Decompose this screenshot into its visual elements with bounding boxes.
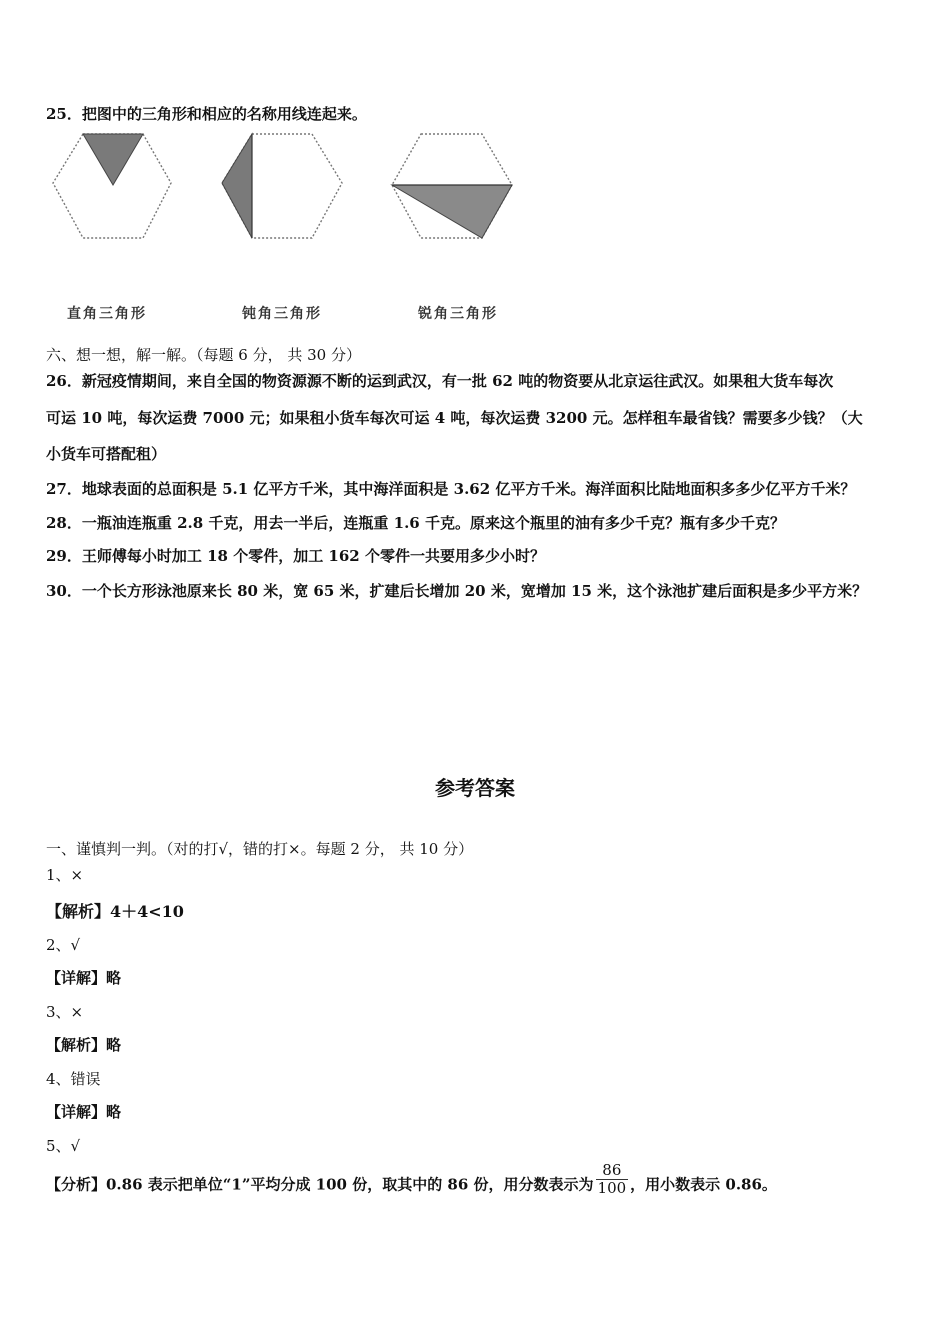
question-25: 25．把图中的三角形和相应的名称用线连起来。 xyxy=(46,105,367,123)
answer-2-detail: 【详解】略 xyxy=(46,969,122,987)
question-26-line3: 小货车可搭配租） xyxy=(46,445,167,463)
analysis-text-before: 【分析】0.86 表示把单位“1”平均分成 100 份，取其中的 86 份，用分数表示为 xyxy=(46,1175,594,1194)
question-27: 27．地球表面的总面积是 5.1 亿平方千米，其中海洋面积是 3.62 亿平方千米。海洋面积比陆地面积多多少亿平方千米？ xyxy=(46,480,856,498)
hexagon-3 xyxy=(392,134,512,238)
question-26-line1: 26．新冠疫情期间，来自全国的物资源源不断的运到武汉，有一批 62 吨的物资要从北京运往武汉。如果租大货车每次 xyxy=(46,372,834,390)
label-acute-triangle: 锐角三角形 xyxy=(418,306,498,322)
answer-2: 2、√ xyxy=(46,936,81,954)
answer-title: 参考答案 xyxy=(435,776,515,800)
hexagon-2 xyxy=(222,134,342,238)
label-right-triangle: 直角三角形 xyxy=(67,306,147,322)
question-30: 30．一个长方形泳池原来长 80 米，宽 65 米，扩建后长增加 20 米，宽增加 15 米，这个泳池扩建后面积是多少平方米？ xyxy=(46,582,868,600)
question-29: 29．王师傅每小时加工 18 个零件，加工 162 个零件一共要用多少小时？ xyxy=(46,547,545,565)
hexagon-figures xyxy=(40,125,530,250)
label-obtuse-triangle: 钝角三角形 xyxy=(242,306,322,322)
answer-5: 5、√ xyxy=(46,1137,81,1155)
answer-4-detail: 【详解】略 xyxy=(46,1103,122,1121)
question-28: 28．一瓶油连瓶重 2.8 千克，用去一半后，连瓶重 1.6 千克。原来这个瓶里的油有多少千克？瓶有多少千克？ xyxy=(46,514,785,532)
fraction xyxy=(596,1162,629,1197)
question-26-line2: 可运 10 吨，每次运费 7000 元；如果租小货车每次可运 4 吨，每次运费 3200 元。怎样租车最省钱？需要多少钱？（大 xyxy=(46,409,863,427)
answer-5-analysis xyxy=(46,1161,777,1203)
answer-3-analysis: 【解析】略 xyxy=(46,1036,122,1054)
answer-3: 3、× xyxy=(46,1003,84,1021)
hexagon-1 xyxy=(53,134,171,238)
answer-1: 1、× xyxy=(46,866,84,884)
answer-1-analysis: 【解析】4＋4<10 xyxy=(46,902,184,921)
analysis-text-after: ，用小数表示 0.86。 xyxy=(630,1175,777,1194)
fraction-numerator: 86 xyxy=(596,1162,629,1180)
fraction-denominator: 100 xyxy=(597,1179,627,1197)
answer-4: 4、错误 xyxy=(46,1070,101,1088)
section-6-heading: 六、想一想，解一解。（每题 6 分， 共 30 分） xyxy=(46,346,361,364)
section-1-heading: 一、谨慎判一判。（对的打√，错的打×。每题 2 分， 共 10 分） xyxy=(46,840,474,858)
